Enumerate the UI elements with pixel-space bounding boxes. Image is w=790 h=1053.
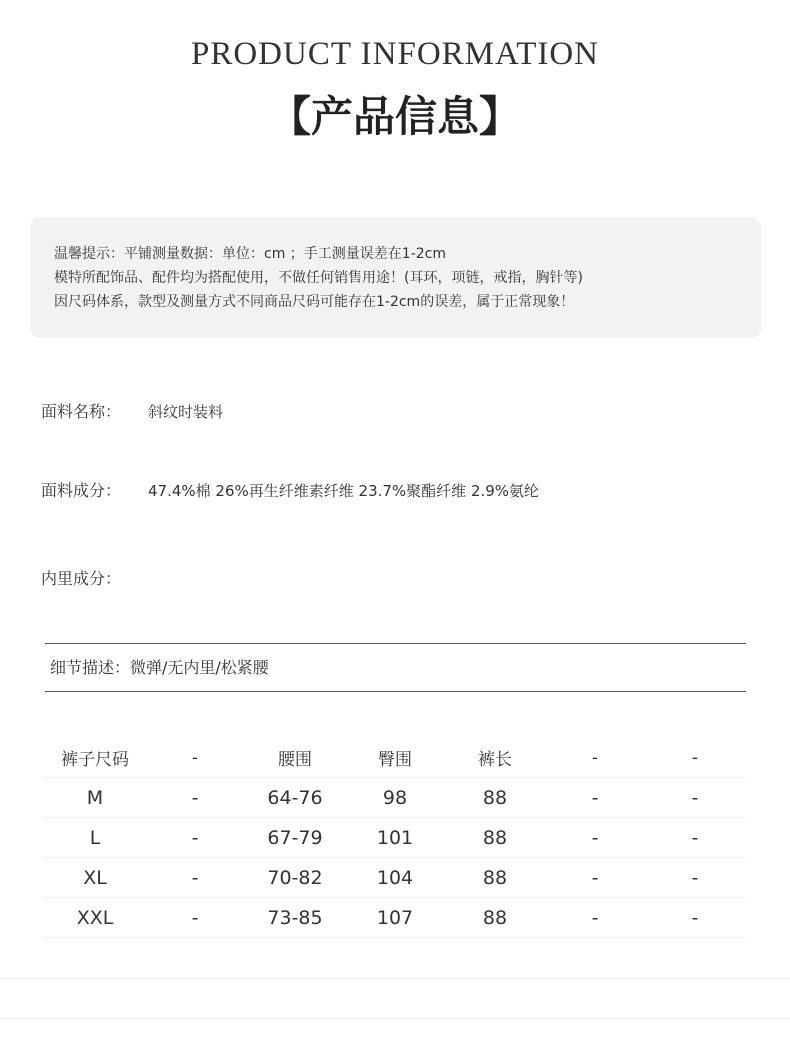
table-cell: - bbox=[145, 818, 245, 858]
table-cell: - bbox=[545, 898, 645, 938]
table-cell: - bbox=[545, 858, 645, 898]
size-cell: XXL bbox=[45, 898, 145, 938]
size-table-header bbox=[45, 738, 745, 778]
table-cell: 67-79 bbox=[245, 818, 345, 858]
notice-line-accessories: 模特所配饰品、配件均为搭配使用，不做任何销售用途！(耳环，项链，戒指，胸针等) bbox=[54, 270, 583, 286]
table-cell: - bbox=[545, 778, 645, 818]
size-cell: M bbox=[45, 778, 145, 818]
table-cell: 107 bbox=[345, 898, 445, 938]
header-cell: - bbox=[545, 738, 645, 778]
notice-line-measurement: 温馨提示：平铺测量数据：单位：cm ；手工测量误差在1-2cm bbox=[54, 246, 446, 262]
table-cell: 88 bbox=[445, 858, 545, 898]
notice-line-size-error: 因尺码体系，款型及测量方式不同商品尺码可能存在1-2cm的误差，属于正常现象！ bbox=[54, 294, 575, 310]
table-cell: 70-82 bbox=[245, 858, 345, 898]
detail-description-row bbox=[45, 643, 746, 692]
table-cell: - bbox=[645, 898, 745, 938]
fabric-composition-value: 47.4%棉 26%再生纤维素纤维 23.7%聚酯纤维 2.9%氨纶 bbox=[148, 482, 540, 500]
lining-composition-row bbox=[41, 566, 148, 589]
title-english: PRODUCT INFORMATION bbox=[190, 36, 600, 72]
fabric-name-row bbox=[41, 399, 223, 422]
table-cell: 88 bbox=[445, 818, 545, 858]
table-cell: 64-76 bbox=[245, 778, 345, 818]
table-cell: 98 bbox=[345, 778, 445, 818]
table-cell: 88 bbox=[445, 898, 545, 938]
detail-value: 微弹/无内里/松紧腰 bbox=[130, 658, 269, 677]
size-table bbox=[45, 738, 745, 938]
header-cell: - bbox=[645, 738, 745, 778]
size-cell: L bbox=[45, 818, 145, 858]
table-row bbox=[45, 818, 745, 858]
title-chinese: 【产品信息】 bbox=[268, 92, 521, 141]
divider bbox=[0, 978, 790, 979]
divider bbox=[0, 1018, 790, 1019]
header-cell: 腰围 bbox=[245, 738, 345, 778]
table-row bbox=[45, 778, 745, 818]
table-row bbox=[45, 898, 745, 938]
detail-label: 细节描述： bbox=[50, 658, 131, 677]
table-cell: - bbox=[645, 778, 745, 818]
notice-box bbox=[30, 217, 761, 338]
fabric-composition-label: 面料成分： bbox=[41, 481, 122, 500]
fabric-composition-row bbox=[41, 478, 539, 501]
table-cell: - bbox=[645, 818, 745, 858]
size-cell: XL bbox=[45, 858, 145, 898]
header-cell: - bbox=[145, 738, 245, 778]
table-cell: 104 bbox=[345, 858, 445, 898]
table-cell: - bbox=[545, 818, 645, 858]
table-cell: - bbox=[145, 898, 245, 938]
fabric-name-value: 斜纹时装料 bbox=[148, 403, 224, 421]
table-cell: 73-85 bbox=[245, 898, 345, 938]
table-row bbox=[45, 858, 745, 898]
header-cell: 裤长 bbox=[445, 738, 545, 778]
table-cell: - bbox=[145, 858, 245, 898]
table-cell: - bbox=[145, 778, 245, 818]
header-cell: 臀围 bbox=[345, 738, 445, 778]
header-cell: 裤子尺码 bbox=[45, 738, 145, 778]
lining-composition-label: 内里成分： bbox=[41, 569, 122, 588]
fabric-name-label: 面料名称： bbox=[41, 402, 122, 421]
table-cell: 101 bbox=[345, 818, 445, 858]
table-cell: 88 bbox=[445, 778, 545, 818]
table-cell: - bbox=[645, 858, 745, 898]
